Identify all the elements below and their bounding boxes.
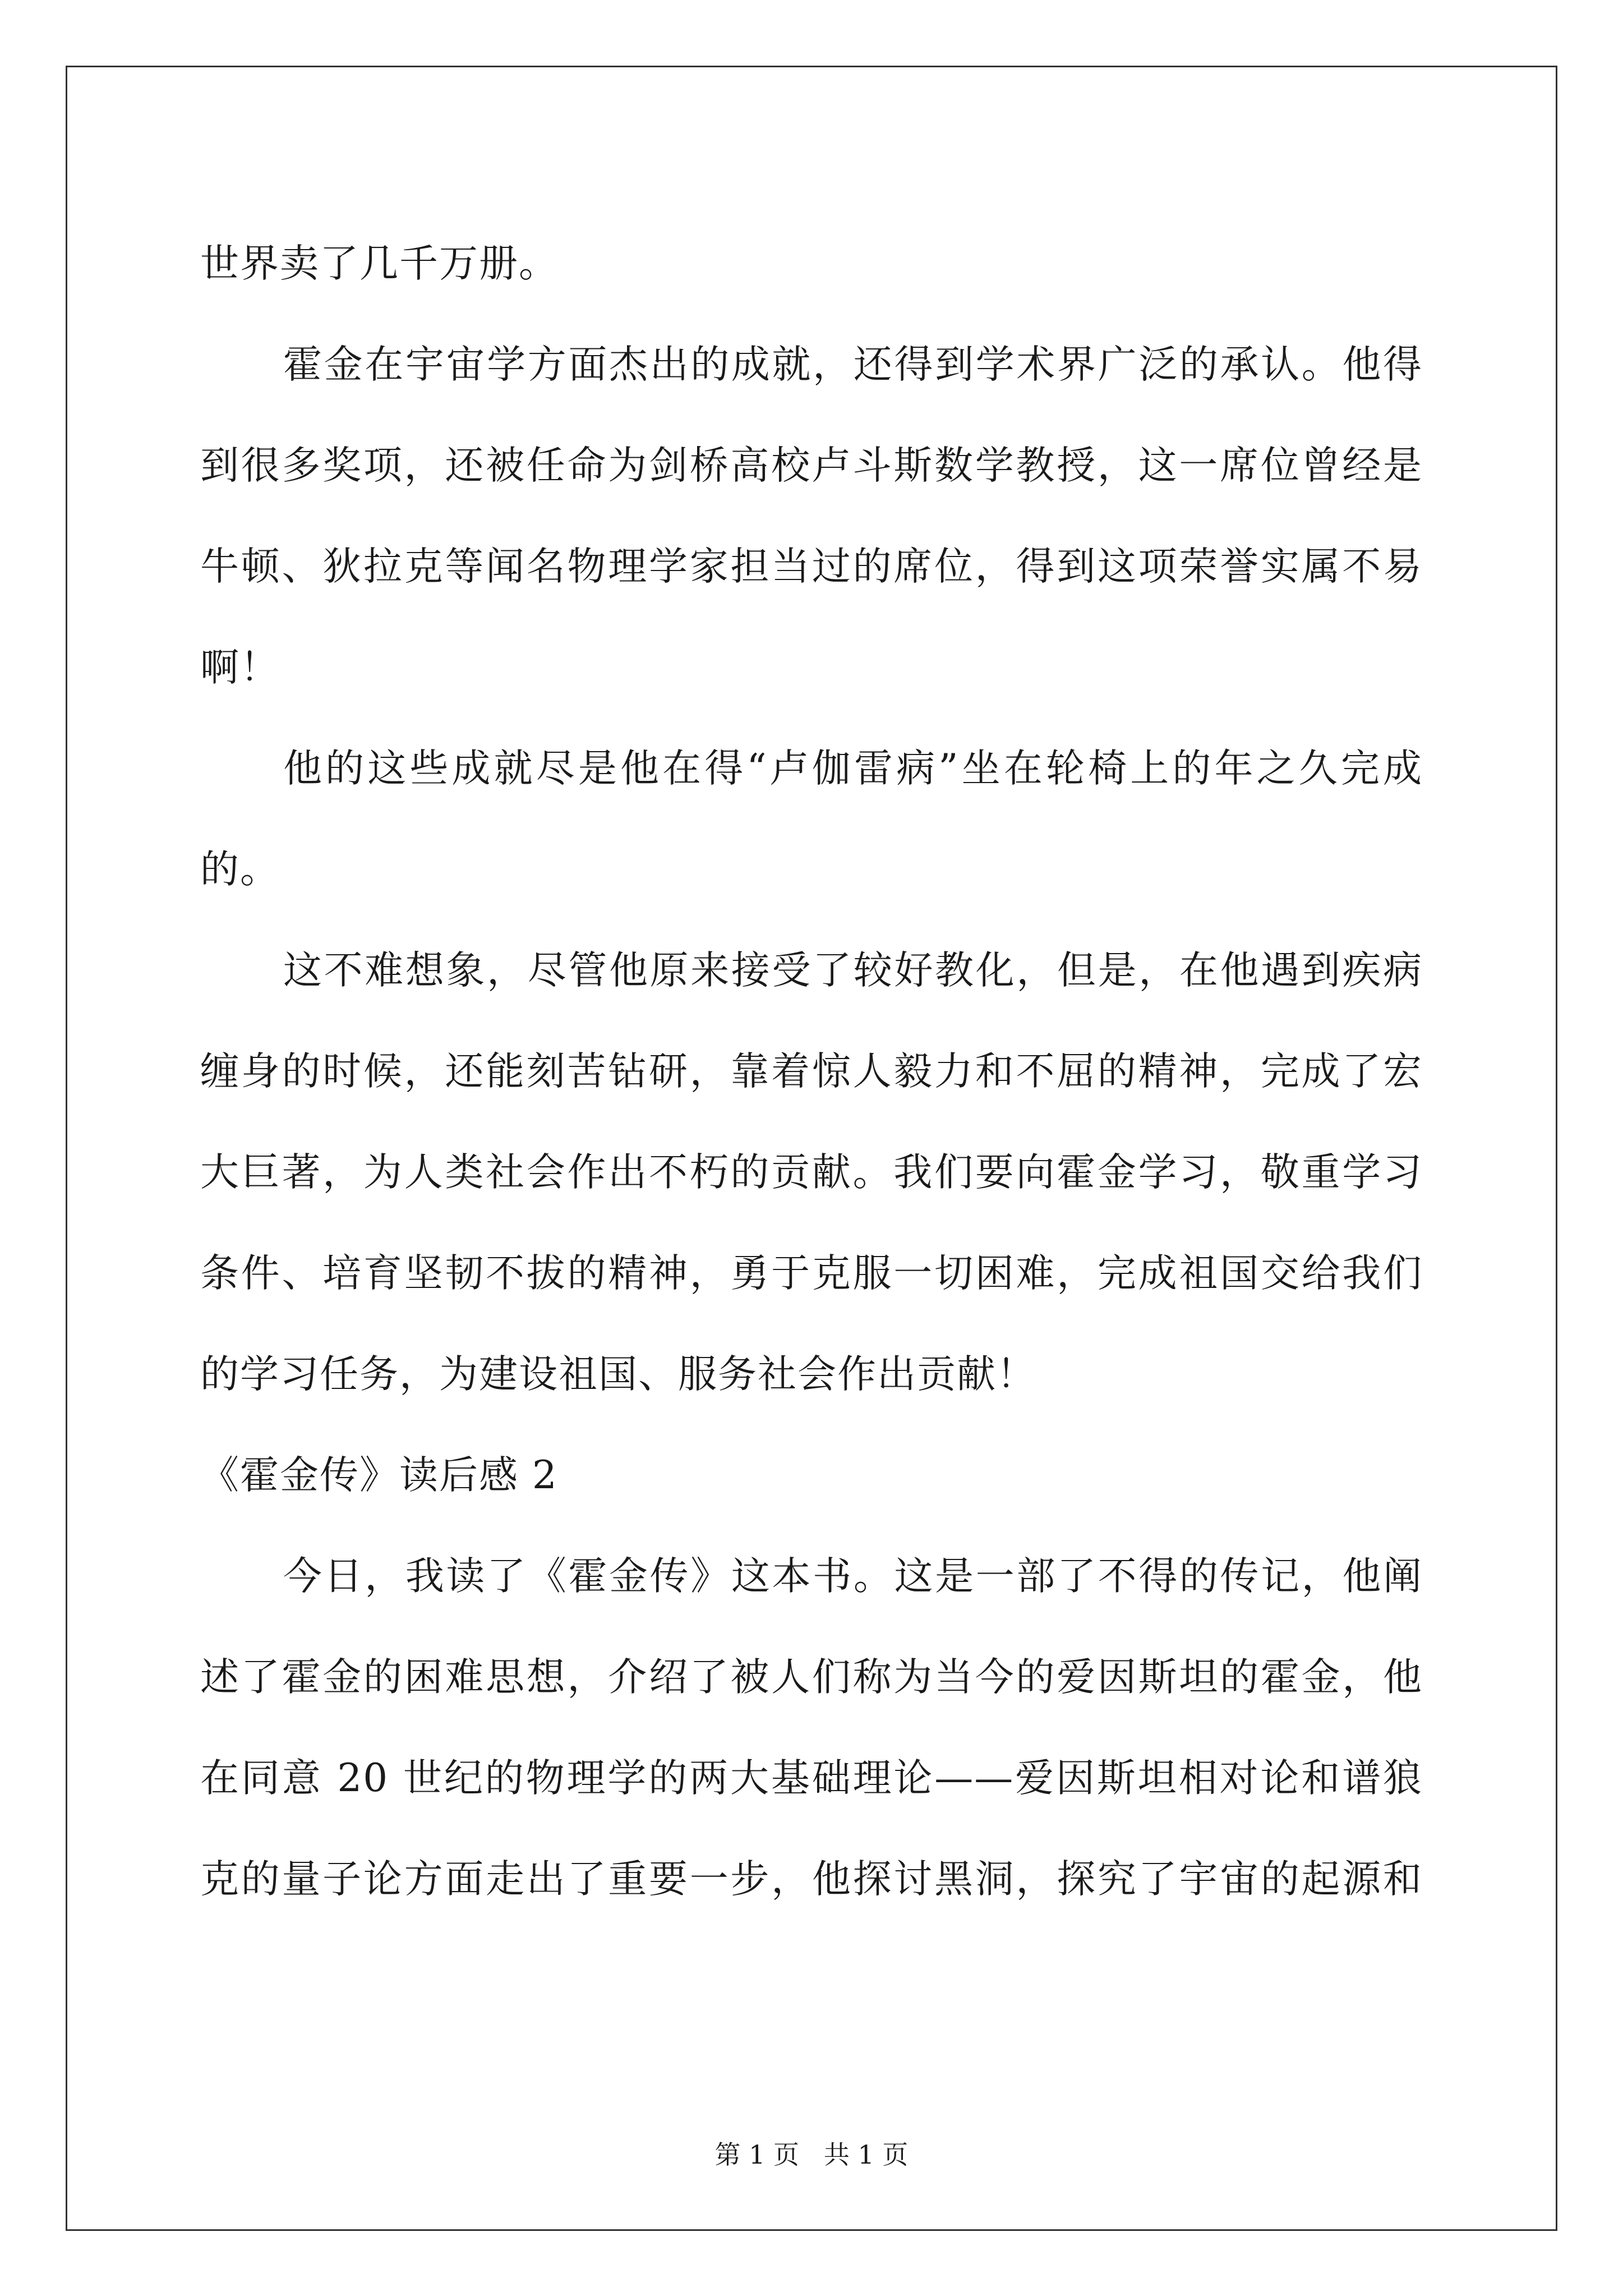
text-line: 他的这些成就尽是他在得“卢伽雷病”坐在轮椅上的年之久完成 bbox=[283, 746, 1423, 791]
text-line: 缠身的时候，还能刻苦钻研，靠着惊人毅力和不屈的精神，完成了宏 bbox=[200, 1049, 1423, 1094]
text-line: 述了霍金的困难思想，介绍了被人们称为当今的爱因斯坦的霍金，他 bbox=[200, 1655, 1423, 1700]
section-heading: 《霍金传》读后感 2 bbox=[200, 1453, 558, 1498]
text-line: 世界卖了几千万册。 bbox=[200, 241, 559, 286]
text-line: 到很多奖项，还被任命为剑桥高校卢斗斯数学教授，这一席位曾经是 bbox=[200, 443, 1423, 488]
document-body bbox=[200, 213, 1423, 1930]
text-line: 克的量子论方面走出了重要一步，他探讨黑洞，探究了宇宙的起源和 bbox=[200, 1857, 1423, 1902]
text-line: 的。 bbox=[200, 847, 280, 892]
text-line: 的学习任务，为建设祖国、服务社会作出贡献！ bbox=[200, 1352, 1036, 1397]
text-line: 霍金在宇宙学方面杰出的成就，还得到学术界广泛的承认。他得 bbox=[283, 342, 1423, 387]
page-footer: 第 1 页 共 1 页 bbox=[714, 2139, 909, 2170]
text-line: 今日，我读了《霍金传》这本书。这是一部了不得的传记，他阐 bbox=[283, 1554, 1423, 1599]
text-line: 在同意 20 世纪的物理学的两大基础理论——爱因斯坦相对论和谱狼 bbox=[200, 1756, 1423, 1801]
text-line: 这不难想象，尽管他原来接受了较好教化，但是，在他遇到疾病 bbox=[283, 948, 1423, 993]
text-line: 啊！ bbox=[200, 645, 280, 690]
text-line: 大巨著，为人类社会作出不朽的贡献。我们要向霍金学习，敬重学习 bbox=[200, 1150, 1423, 1195]
text-line: 条件、培育坚韧不拔的精神，勇于克服一切困难，完成祖国交给我们 bbox=[200, 1251, 1423, 1296]
text-line: 牛顿、狄拉克等闻名物理学家担当过的席位，得到这项荣誉实属不易 bbox=[200, 544, 1423, 589]
